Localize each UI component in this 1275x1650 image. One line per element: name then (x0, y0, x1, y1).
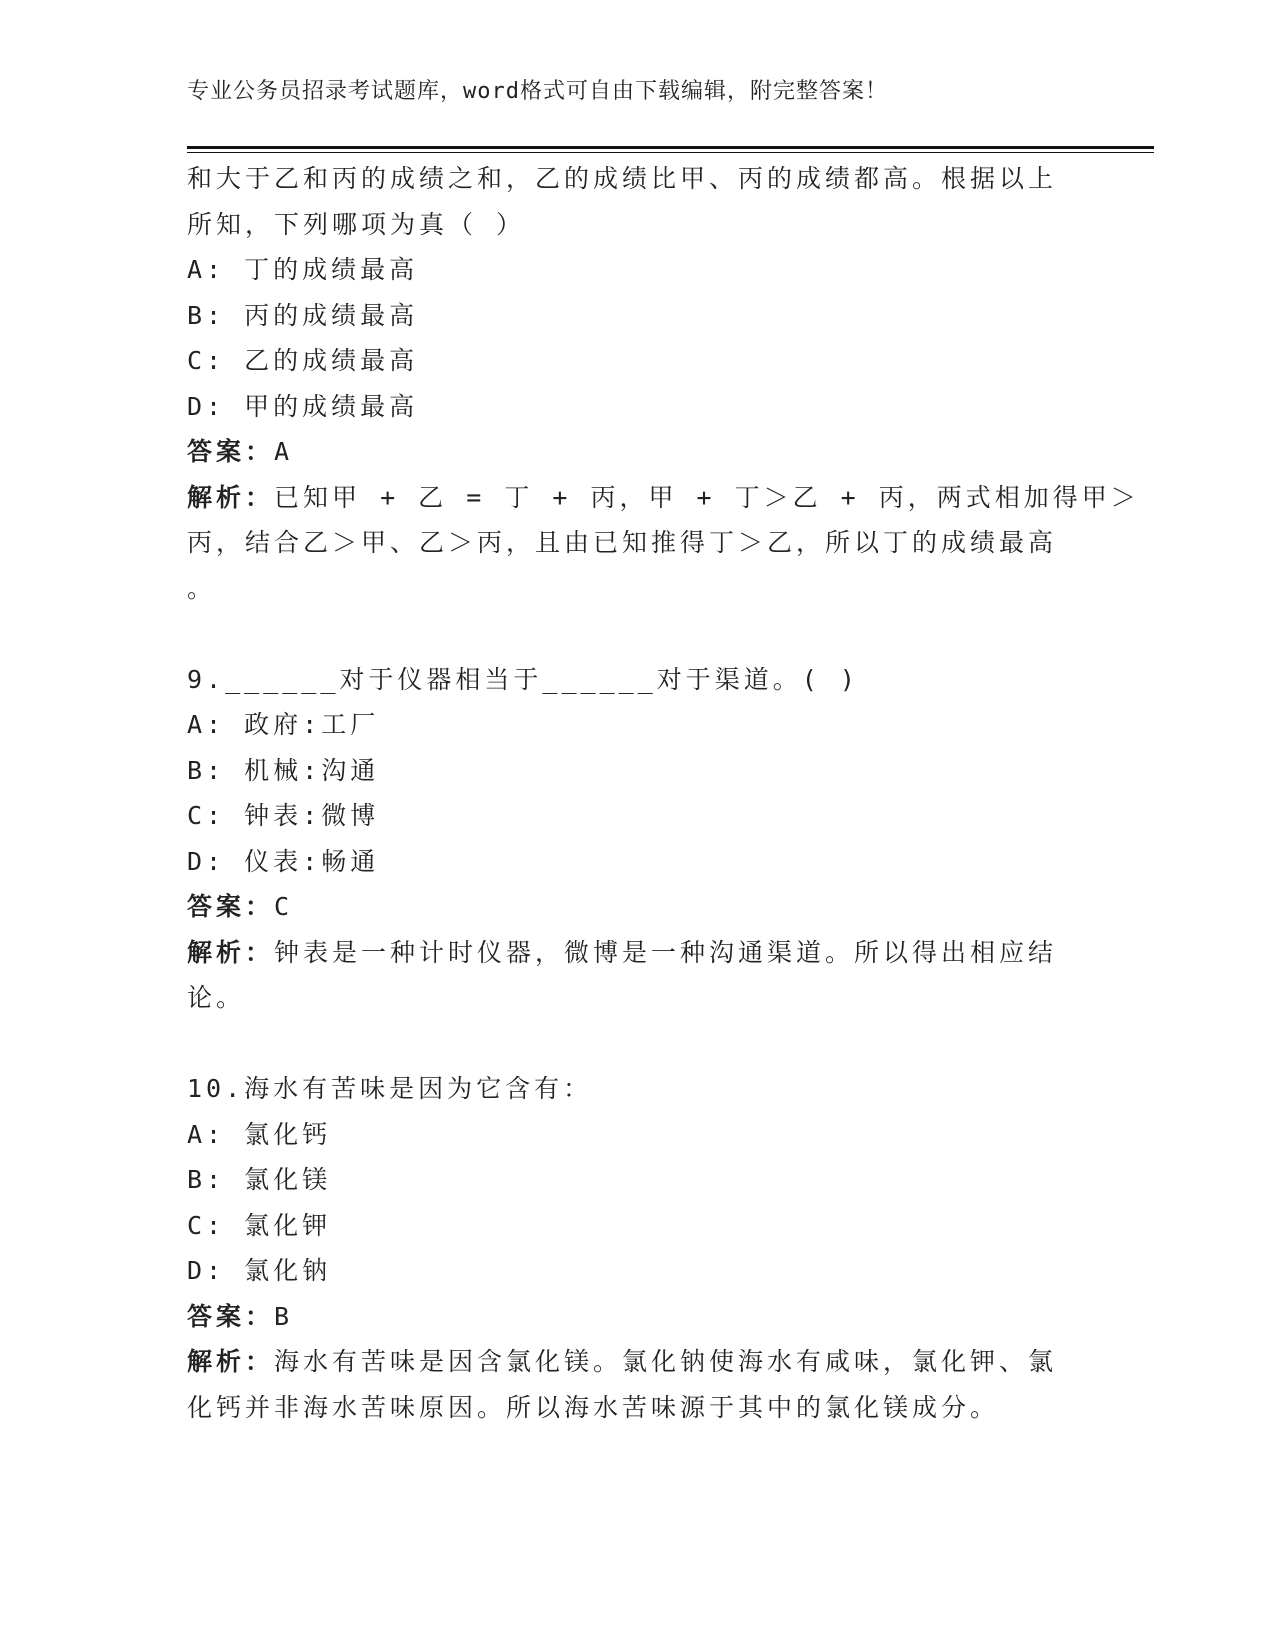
analysis-text: 海水有苦味是因含氯化镁。氯化钠使海水有咸味，氯化钾、氯 (274, 1347, 1058, 1376)
analysis-line: 化钙并非海水苦味原因。所以海水苦味源于其中的氯化镁成分。 (187, 1392, 1000, 1422)
question-9 (187, 657, 1087, 1021)
option-c: C: 乙的成绩最高 (187, 346, 419, 375)
question-stem-line: 和大于乙和丙的成绩之和，乙的成绩比甲、丙的成绩都高。根据以上 (187, 164, 1058, 193)
analysis-text: 已知甲 + 乙 = 丁 + 丙，甲 + 丁＞乙 + 丙，两式相加得甲＞ (274, 482, 1140, 512)
answer-line (187, 884, 1087, 930)
answer-value: C (274, 892, 294, 921)
analysis-line (187, 1339, 1087, 1385)
answer-label: 答案： (187, 892, 275, 921)
option-a: A: 氯化钙 (187, 1119, 332, 1149)
option-d: D: 仪表:畅通 (187, 846, 380, 876)
analysis-label: 解析： (187, 937, 275, 967)
option-a: A: 丁的成绩最高 (187, 255, 419, 284)
option-b: B: 丙的成绩最高 (187, 300, 419, 330)
option-b: B: 氯化镁 (187, 1165, 332, 1194)
question-10 (187, 1066, 1087, 1430)
answer-label: 答案： (187, 1301, 275, 1331)
answer-label: 答案： (187, 437, 275, 466)
option-c: C: 氯化钾 (187, 1210, 332, 1240)
page-header: 专业公务员招录考试题库，word格式可自由下载编辑，附完整答案！ (187, 79, 888, 104)
analysis-line: 丙，结合乙＞甲、乙＞丙，且由已知推得丁＞乙，所以丁的成绩最高 (187, 528, 1058, 557)
analysis-text: 钟表是一种计时仪器，微博是一种沟通渠道。所以得出相应结 (274, 937, 1058, 967)
analysis-line: 。 (187, 573, 217, 603)
question-stem: 9.______对于仪器相当于______对于渠道。( ) (187, 664, 859, 694)
analysis-line (187, 475, 1140, 521)
answer-value: B (274, 1301, 294, 1331)
option-d: D: 氯化钠 (187, 1256, 332, 1285)
question-content (187, 156, 1140, 1430)
analysis-label: 解析： (187, 1347, 275, 1376)
analysis-line (187, 930, 1087, 976)
option-d: D: 甲的成绩最高 (187, 391, 419, 421)
answer-value: A (274, 437, 294, 466)
answer-line (187, 429, 1087, 475)
header-rule-thin (187, 152, 1154, 153)
analysis-line: 论。 (187, 983, 246, 1012)
analysis-label: 解析： (187, 482, 275, 512)
question-stem: 10.海水有苦味是因为它含有： (187, 1074, 593, 1103)
option-b: B: 机械:沟通 (187, 755, 380, 785)
answer-line (187, 1294, 1087, 1340)
header-rule-thick (187, 146, 1154, 149)
option-c: C: 钟表:微博 (187, 801, 380, 830)
question-stem-line: 所知，下列哪项为真（ ） (187, 209, 526, 239)
option-a: A: 政府:工厂 (187, 710, 380, 739)
question-8 (187, 156, 1140, 611)
